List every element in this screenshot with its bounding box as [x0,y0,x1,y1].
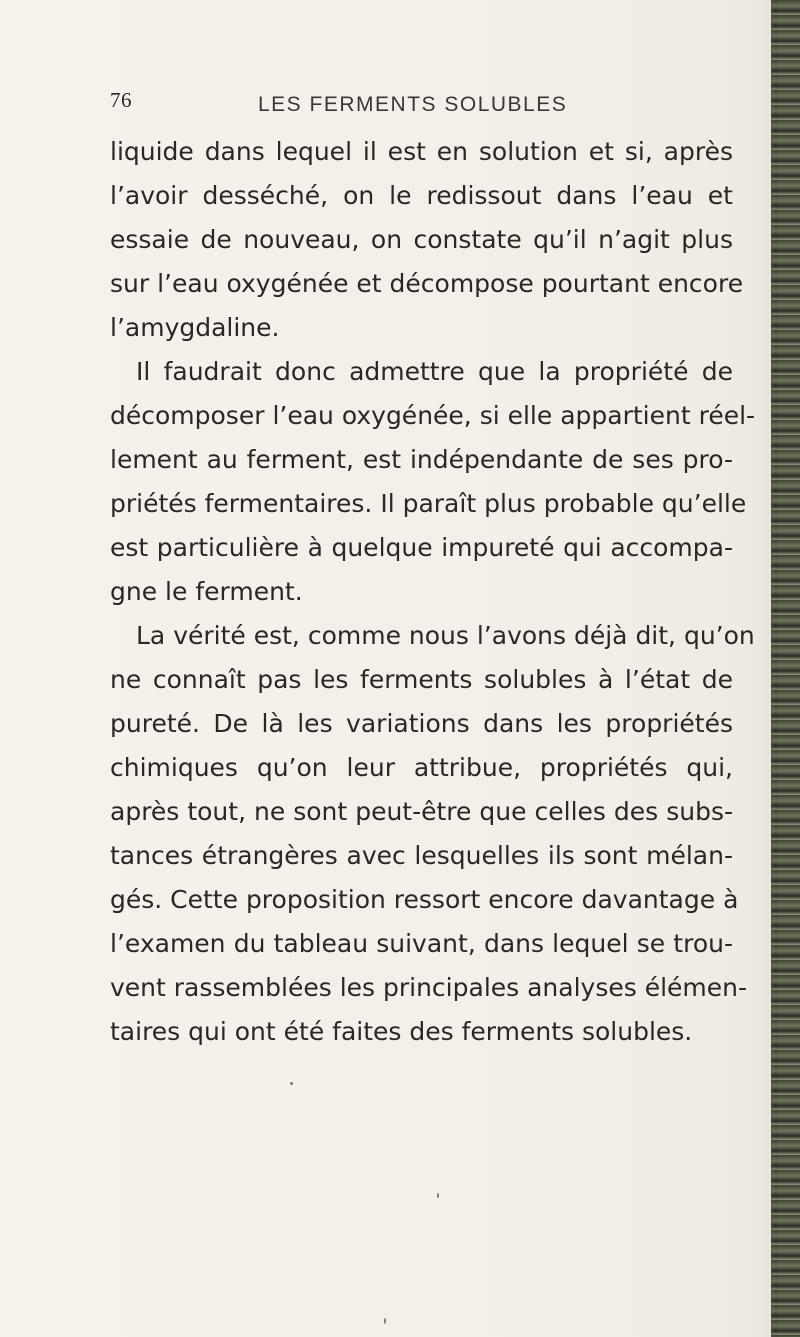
text-line: l’amygdaline. [110,313,280,342]
text-line: lement au ferment, est indépendante de ses pro- [110,445,733,474]
text-line: chimiques qu’on leur attribue, propriétés qui, [110,753,733,782]
paragraph-start-line: Il faudrait donc admettre que la propriété de [136,357,733,386]
text-line: vent rassemblées les principales analyses élémen- [110,973,748,1002]
paper-speck [290,1082,293,1085]
text-line: gne le ferment. [110,577,303,606]
text-line: priétés fermentaires. Il paraît plus probable qu’elle [110,489,747,518]
page-number: 76 [110,88,132,112]
text-line: taires qui ont été faites des ferments solubles. [110,1017,693,1046]
page-binding-edge [771,0,800,1337]
text-line: tances étrangères avec lesquelles ils sont mélan- [110,841,733,870]
text-line: liquide dans lequel il est en solution et si, après [110,137,733,166]
text-line: l’examen du tableau suivant, dans lequel se trou- [110,929,733,958]
text-line: décomposer l’eau oxygénée, si elle appartient réel- [110,401,756,430]
body-text [110,130,756,1054]
paper-speck [437,1193,439,1198]
running-title: LES FERMENTS SOLUBLES [258,93,568,116]
text-line: après tout, ne sont peut-être que celles des subs- [110,797,733,826]
text-line: pureté. De là les variations dans les propriétés [110,709,733,738]
paragraph-start-line: La vérité est, comme nous l’avons déjà dit, qu’on [136,621,755,650]
text-line: essaie de nouveau, on constate qu’il n’agit plus [110,225,733,254]
text-line: ne connaît pas les ferments solubles à l’état de [110,665,733,694]
text-line: sur l’eau oxygénée et décompose pourtant encore [110,269,744,298]
text-line: est particulière à quelque impureté qui accompa- [110,533,733,562]
text-line: l’avoir desséché, on le redissout dans l’eau et [110,181,733,210]
paper-speck [384,1318,386,1324]
running-head [0,88,800,128]
text-line: gés. Cette proposition ressort encore davantage à [110,885,739,914]
